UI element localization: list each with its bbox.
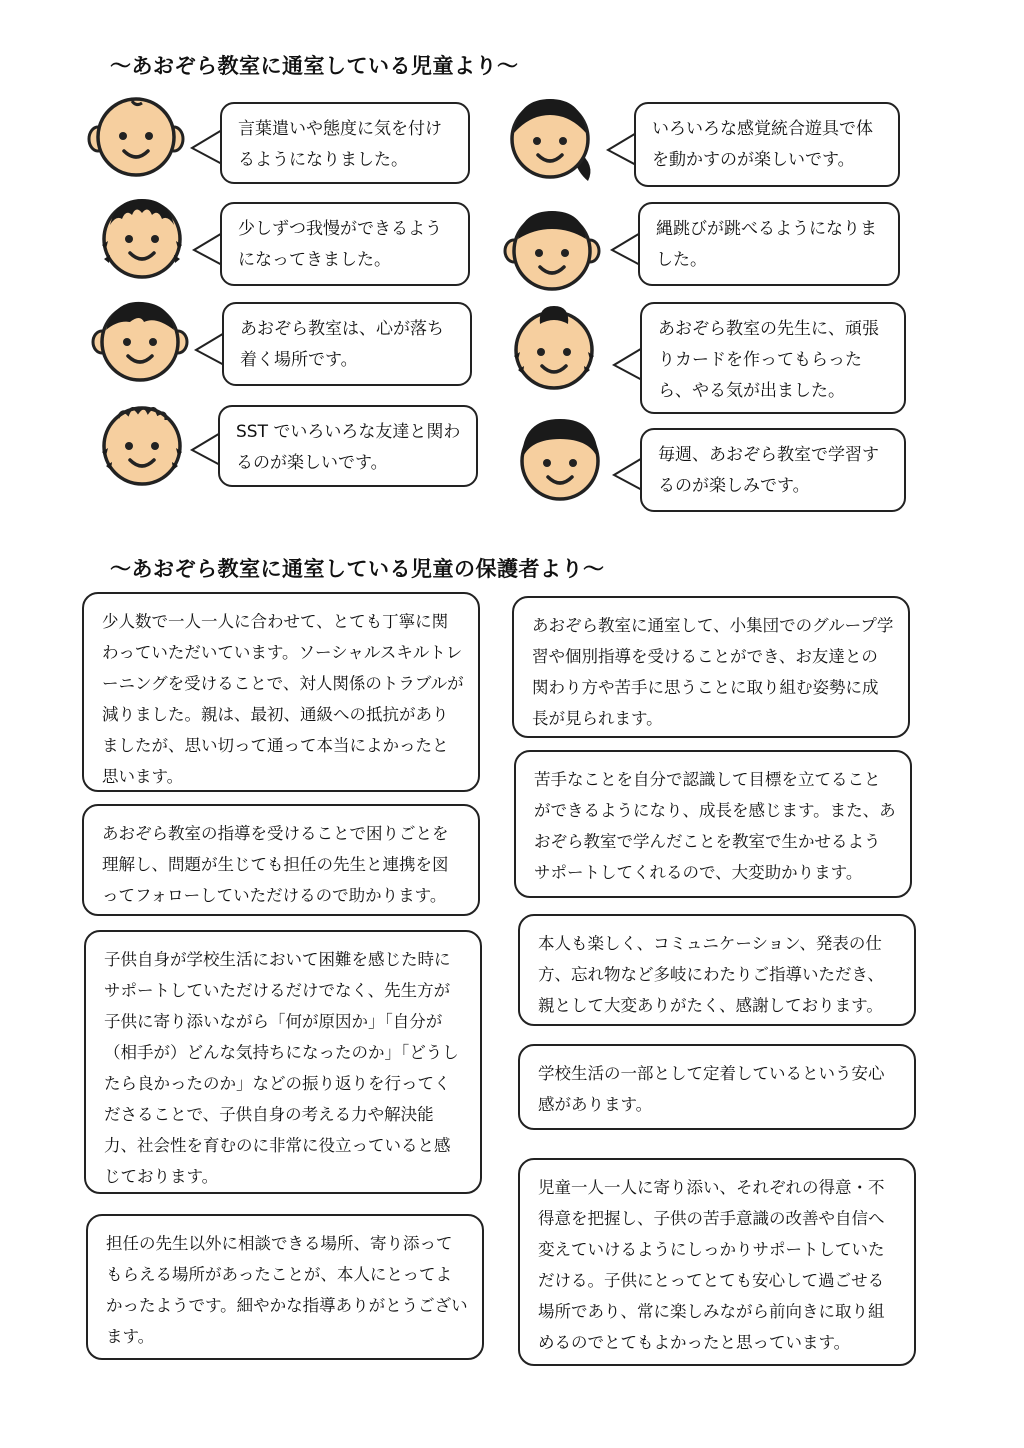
- child-comment-bubble: 言葉遣いや態度に気を付けるようになりました。: [220, 102, 470, 184]
- child-comment-bubble: いろいろな感覚統合遊具で体を動かすのが楽しいです。: [634, 102, 900, 187]
- parent-comment-box: 学校生活の一部として定着しているという安心感があります。: [518, 1044, 916, 1130]
- parent-comment-box: あおぞら教室に通室して、小集団でのグループ学習や個別指導を受けることができ、お友達との関わり方や苦手に思うことに取り組む姿勢に成長が見られます。: [512, 596, 910, 738]
- child-comment-bubble: あおぞら教室の先生に、頑張りカードを作ってもらったら、やる気が出ました。: [640, 302, 906, 414]
- baby-curly-face-icon: [92, 400, 192, 490]
- parent-comment-box: あおぞら教室の指導を受けることで困りごとを理解し、問題が生じても担任の先生と連携を図ってフォローしていただけるので助かります。: [82, 804, 480, 916]
- curly-hair-face-icon: [92, 195, 192, 285]
- child-comment-bubble: 少しずつ我慢ができるようになってきました。: [220, 202, 470, 286]
- baby-face-icon: [86, 95, 186, 185]
- parent-comment-box: 担任の先生以外に相談できる場所、寄り添ってもらえる場所があったことが、本人にとってよかったようです。細やかな指導ありがとうございます。: [86, 1214, 484, 1360]
- parent-comment-box: 少人数で一人一人に合わせて、とても丁寧に関わっていただいています。ソーシャルスキルトレーニングを受けることで、対人関係のトラブルが減りました。親は、最初、通級への抵抗がありましたが、思い切って通って本当によかったと思います。: [82, 592, 480, 792]
- parent-comment-box: 子供自身が学校生活において困難を感じた時にサポートしていただけるだけでなく、先生方が子供に寄り添いながら「何が原因か」「自分が（相手が）どんな気持ちになったのか」「どうしたら良かったのか」などの振り返りを行ってくださることで、子供自身の考える力や解決能力、社会性を育むのに非常に役立っていると感じております。: [84, 930, 482, 1194]
- parent-comment-box: 苦手なことを自分で認識して目標を立てることができるようになり、成長を感じます。また、あおぞら教室で学んだことを教室で生かせるようサポートしてくれるので、大変助かります。: [514, 750, 912, 898]
- child-comment-bubble: SST でいろいろな友達と関わるのが楽しいです。: [218, 405, 478, 487]
- girl-bun-face-icon: [504, 302, 604, 392]
- girl-bob-face-icon: [510, 415, 610, 505]
- child-comment-bubble: 縄跳びが跳べるようになりました。: [638, 202, 900, 286]
- child-comment-bubble: あおぞら教室は、心が落ち着く場所です。: [222, 302, 472, 386]
- parent-comment-box: 児童一人一人に寄り添い、それぞれの得意・不得意を把握し、子供の苦手意識の改善や自信へ変えていけるようにしっかりサポートしていただける。子供にとってとても安心して過ごせる場所であり、常に楽しみながら前向きに取り組めるのでとてもよかったと思っています。: [518, 1158, 916, 1366]
- parent-comment-box: 本人も楽しく、コミュニケーション、発表の仕方、忘れ物など多岐にわたりご指導いただき、親として大変ありがたく、感謝しております。: [518, 914, 916, 1026]
- short-hair-face-icon: [502, 205, 602, 295]
- boy-face-icon: [90, 296, 190, 386]
- speech-tail-icon: [190, 128, 224, 168]
- girl-ponytail-face-icon: [500, 95, 600, 185]
- parents-heading: ～あおぞら教室に通室している児童の保護者より～: [110, 557, 605, 581]
- child-comment-bubble: 毎週、あおぞら教室で学習するのが楽しみです。: [640, 428, 906, 512]
- children-heading: ～あおぞら教室に通室している児童より～: [110, 54, 519, 78]
